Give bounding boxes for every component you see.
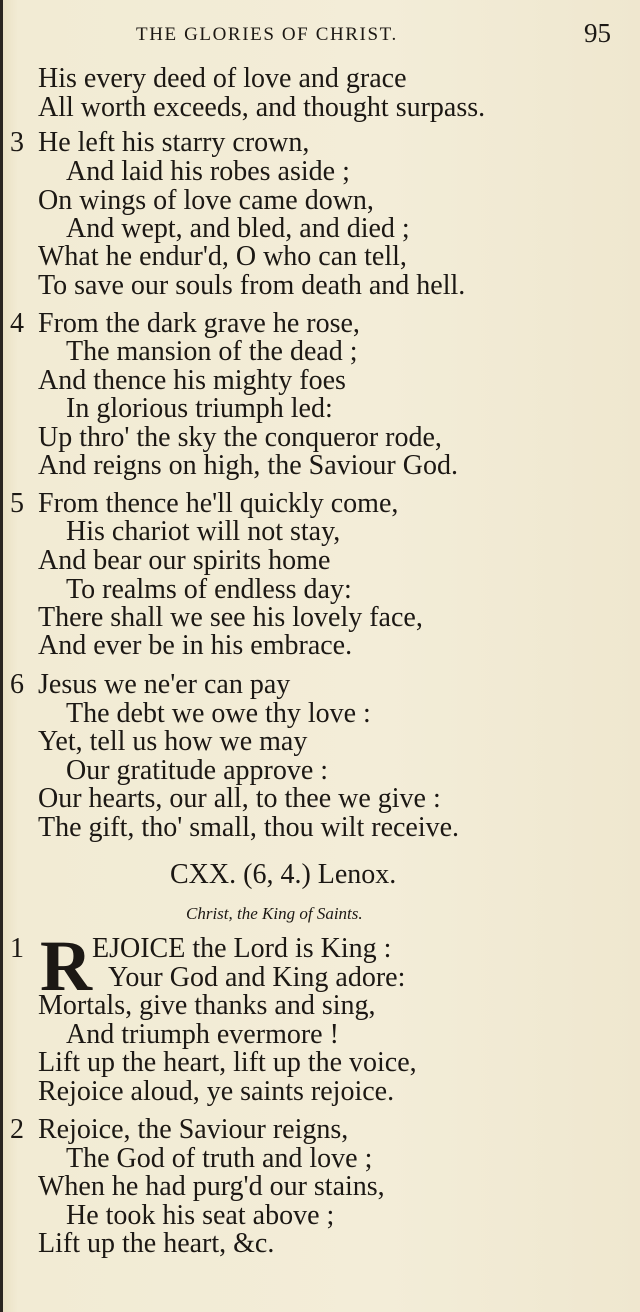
verse-line: He took his seat above ; [66, 1200, 335, 1231]
verse-number: 6 [10, 669, 24, 700]
verse-line: From the dark grave he rose, [38, 308, 360, 339]
verse-line: Lift up the heart, lift up the voice, [38, 1047, 417, 1078]
verse-line: What he endur'd, O who can tell, [38, 241, 407, 272]
verse-line: There shall we see his lovely face, [38, 602, 423, 633]
verse-number: 4 [10, 308, 24, 339]
verse-line: The mansion of the dead ; [66, 336, 358, 367]
verse-line: Our hearts, our all, to thee we give : [38, 783, 441, 814]
verse-line: Up thro' the sky the conqueror rode, [38, 422, 442, 453]
drop-cap: R [40, 926, 92, 1006]
verse-line: His every deed of love and grace [38, 63, 407, 94]
verse-line: To realms of endless day: [66, 574, 352, 605]
verse-line: When he had purg'd our stains, [38, 1171, 385, 1202]
verse-line: And ever be in his embrace. [38, 630, 353, 661]
verse-line: Your God and King adore: [108, 962, 406, 993]
verse-line: And laid his robes aside ; [66, 156, 350, 187]
verse-line: And triumph evermore ! [66, 1019, 339, 1050]
verse-number: 5 [10, 488, 24, 519]
verse-line: The God of truth and love ; [66, 1143, 373, 1174]
page-header [0, 18, 640, 52]
verse-line: And thence his mighty foes [38, 365, 346, 396]
verse-number: 1 [10, 933, 24, 964]
verse-line: On wings of love came down, [38, 185, 374, 216]
verse-number: 2 [10, 1114, 24, 1145]
verse-line: EJOICE the Lord is King : [92, 933, 392, 964]
verse-line: The debt we owe thy love : [66, 698, 371, 729]
verse-line: Yet, tell us how we may [38, 726, 308, 757]
verse-line: Rejoice, the Saviour reigns, [38, 1114, 349, 1145]
verse-line: Lift up the heart, &c. [38, 1228, 275, 1259]
verse-line: Mortals, give thanks and sing, [38, 990, 376, 1021]
verse-line: Our gratitude approve : [66, 755, 329, 786]
verse-line: From thence he'll quickly come, [38, 488, 399, 519]
verse-line: In glorious triumph led: [66, 393, 333, 424]
verse-line: The gift, tho' small, thou wilt receive. [38, 812, 460, 843]
verse-line: And reigns on high, the Saviour God. [38, 450, 458, 481]
verse-line: All worth exceeds, and thought surpass. [38, 92, 486, 123]
verse-line: And wept, and bled, and died ; [66, 213, 410, 244]
verse-line: And bear our spirits home [38, 545, 331, 576]
running-title: THE GLORIES OF CHRIST. [136, 24, 398, 45]
verse-line: His chariot will not stay, [66, 516, 341, 547]
hymn-subtitle: Christ, the King of Saints. [186, 904, 363, 923]
page-edge-rule [0, 0, 3, 1312]
verse-line: To save our souls from death and hell. [38, 270, 466, 301]
verse-line: Rejoice aloud, ye saints rejoice. [38, 1076, 395, 1107]
verse-number: 3 [10, 127, 24, 158]
page-number: 95 [584, 18, 611, 48]
hymn-heading: CXX. (6, 4.) Lenox. [170, 859, 397, 890]
verse-line: He left his starry crown, [38, 127, 310, 158]
verse-line: Jesus we ne'er can pay [38, 669, 291, 700]
